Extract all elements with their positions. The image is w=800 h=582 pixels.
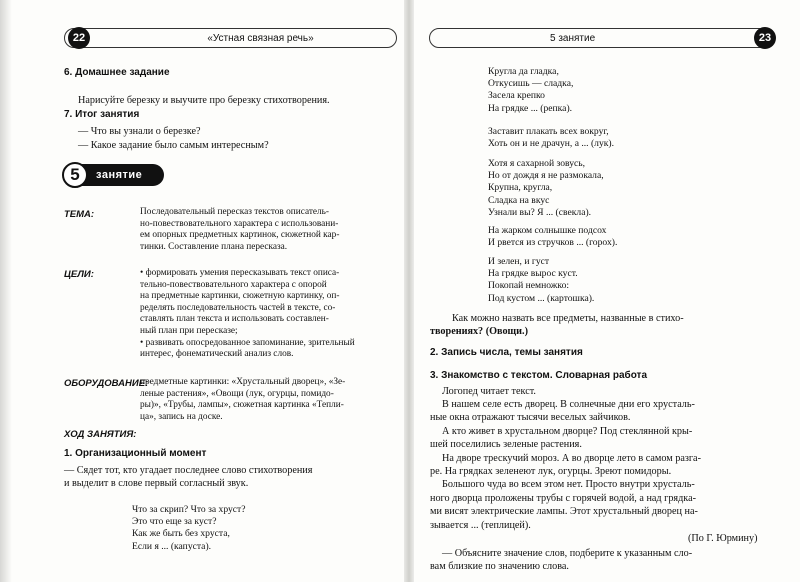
book-gutter bbox=[404, 0, 414, 582]
section-heading: 1. Организационный момент bbox=[64, 448, 207, 459]
question: — Какое задание было самым интересным? bbox=[78, 140, 269, 151]
poem-line: Узнали вы? Я ... (свекла). bbox=[488, 206, 592, 218]
text-line: леные растения», «Овощи (лук, огурцы, помидо- bbox=[140, 388, 334, 399]
poem-line: На грядке вырос куст. bbox=[488, 268, 578, 280]
text-line: В нашем селе есть дворец. В солнечные дни его хрусталь- bbox=[442, 399, 695, 410]
poem-line: Откусишь — сладка, bbox=[488, 78, 574, 90]
section-heading: 2. Запись числа, темы занятия bbox=[430, 347, 583, 358]
text-line: ный план при пересказе; bbox=[140, 325, 238, 336]
poem-line: И зелен, и густ bbox=[488, 256, 550, 267]
text-line: Как можно назвать все предметы, названные в стихо- bbox=[452, 313, 684, 324]
poem-line: Это что еще за куст? bbox=[132, 516, 217, 528]
goals-block bbox=[140, 268, 355, 361]
text-line: ца», запись на доске. bbox=[140, 411, 223, 422]
poem-line: Хотя я сахарной зовусь, bbox=[488, 158, 586, 169]
text-line: зывается ... (теплицей). bbox=[430, 519, 531, 531]
page-number-right: 23 bbox=[754, 27, 776, 49]
section-heading: 7. Итог занятия bbox=[64, 109, 140, 120]
text-line: ре. На грядках зеленеют лук, огурцы. Зреют помидоры. bbox=[430, 466, 672, 478]
right-page bbox=[420, 0, 794, 582]
poem-line: И рвется из стручков ... (горох). bbox=[488, 237, 618, 249]
left-page bbox=[14, 0, 402, 582]
paragraph bbox=[64, 464, 312, 490]
text-line: ределять последовательность частей в тексте, со- bbox=[140, 302, 336, 313]
page-edge-shadow bbox=[0, 0, 12, 582]
riddle bbox=[488, 66, 573, 115]
topic-label: ТЕМА: bbox=[64, 209, 95, 220]
text-line: • формировать умения пересказывать текст описа- bbox=[140, 268, 340, 278]
text-line: Большого чуда во всем этом нет. Просто внутри хрусталь- bbox=[442, 479, 695, 491]
poem-line: Но от дождя я не размокала, bbox=[488, 170, 604, 182]
equipment-block bbox=[140, 377, 345, 423]
poem bbox=[132, 504, 246, 553]
poem-line: Кругла да гладка, bbox=[488, 66, 559, 77]
question: — Что вы узнали о березке? bbox=[78, 126, 201, 137]
poem-line: Как же быть без хруста, bbox=[132, 528, 230, 540]
poem-line: Сладка на вкус bbox=[488, 194, 550, 206]
text-line: вам близкие по значению слова. bbox=[430, 561, 569, 572]
running-head-text: «Устная связная речь» bbox=[207, 32, 314, 44]
running-head-text: 5 занятие bbox=[550, 32, 596, 44]
section-heading: 3. Знакомство с текстом. Словарная работа bbox=[430, 370, 648, 381]
poem-line: Заставит плакать всех вокруг, bbox=[488, 126, 609, 137]
poem-line: На жарком солнышке подсох bbox=[488, 225, 607, 236]
riddle bbox=[488, 158, 604, 219]
poem-line: Что за скрип? Что за хруст? bbox=[132, 504, 246, 515]
text-line: но-повествовательного характера с использовани- bbox=[140, 218, 339, 229]
lesson-badge bbox=[64, 164, 164, 186]
text-line: На дворе трескучий мороз. А во дворце лето в самом разга- bbox=[442, 452, 701, 464]
text-line: ные окна отражают тысячи веселых зайчиков. bbox=[430, 412, 631, 424]
riddle bbox=[488, 225, 617, 249]
text-line: — Сядет тот, кто угадает последнее слово стихотворения bbox=[64, 465, 313, 476]
text-line: предметные картинки: «Хрустальный дворец», «Зе- bbox=[140, 377, 346, 387]
story-text bbox=[430, 398, 701, 532]
text-line: шей поселились зеленые растения. bbox=[430, 439, 582, 451]
text-line: ры)», «Трубы, лампы», сюжетная картинка «Тепли- bbox=[140, 400, 344, 411]
paragraph bbox=[430, 547, 692, 573]
poem-line: На грядке ... (репка). bbox=[488, 102, 573, 114]
text-line: ставлять план текста и использовать составлен- bbox=[140, 314, 329, 325]
question bbox=[430, 312, 684, 338]
lesson-number: 5 bbox=[62, 162, 88, 188]
text-line: и выделит в слове первый согласный звук. bbox=[64, 478, 249, 489]
text-line: А кто живет в хрустальном дворце? Под стеклянной кры- bbox=[442, 425, 693, 437]
text-line: ми висят электрические лампы. Этот хрустальный дворец на- bbox=[430, 506, 698, 518]
text-line: на предметные картинки, сюжетную картинку, оп- bbox=[140, 291, 340, 302]
riddle bbox=[488, 126, 614, 150]
paragraph: Логопед читает текст. bbox=[442, 386, 536, 397]
goals-label: ЦЕЛИ: bbox=[64, 269, 94, 280]
text-line: творениях? (Овощи.) bbox=[430, 326, 528, 337]
riddle bbox=[488, 256, 594, 305]
paragraph: Нарисуйте березку и выучите про березку стихотворения. bbox=[78, 95, 330, 106]
running-head-left bbox=[64, 28, 397, 48]
text-line: ного дворца проложены трубы с горячей водой, а над грядка- bbox=[430, 492, 697, 504]
text-line: интерес, фонематический анализ слов. bbox=[140, 349, 294, 360]
poem-line: Если я ... (капуста). bbox=[132, 540, 212, 552]
poem-line: Засела крепко bbox=[488, 90, 545, 102]
running-head-right bbox=[429, 28, 772, 48]
text-line: Последовательный пересказ текстов описатель- bbox=[140, 207, 330, 217]
page-number-left: 22 bbox=[68, 27, 90, 49]
poem-line: Хоть он и не драчун, а ... (лук). bbox=[488, 138, 615, 150]
poem-line: Покопай немножко: bbox=[488, 280, 570, 292]
poem-line: Под кустом ... (картошка). bbox=[488, 292, 595, 304]
text-line: ем опорных предметных картинок, сюжетной кар- bbox=[140, 230, 340, 241]
course-label: ХОД ЗАНЯТИЯ: bbox=[64, 429, 137, 440]
text-line: • развивать опосредованное запоминание, зрительный bbox=[140, 337, 355, 348]
poem-line: Крупна, кругла, bbox=[488, 182, 553, 194]
text-line: тинки. Составление плана пересказа. bbox=[140, 241, 288, 252]
lesson-label: занятие bbox=[96, 169, 143, 181]
topic-block bbox=[140, 207, 339, 253]
text-line: — Объясните значение слов, подберите к указанным сло- bbox=[442, 548, 693, 559]
equipment-label: ОБОРУДОВАНИЕ: bbox=[64, 378, 149, 389]
text-line: тельно-повествовательного характера с опорой bbox=[140, 279, 327, 290]
section-heading: 6. Домашнее задание bbox=[64, 67, 170, 78]
attribution: (По Г. Юрмину) bbox=[688, 533, 758, 544]
